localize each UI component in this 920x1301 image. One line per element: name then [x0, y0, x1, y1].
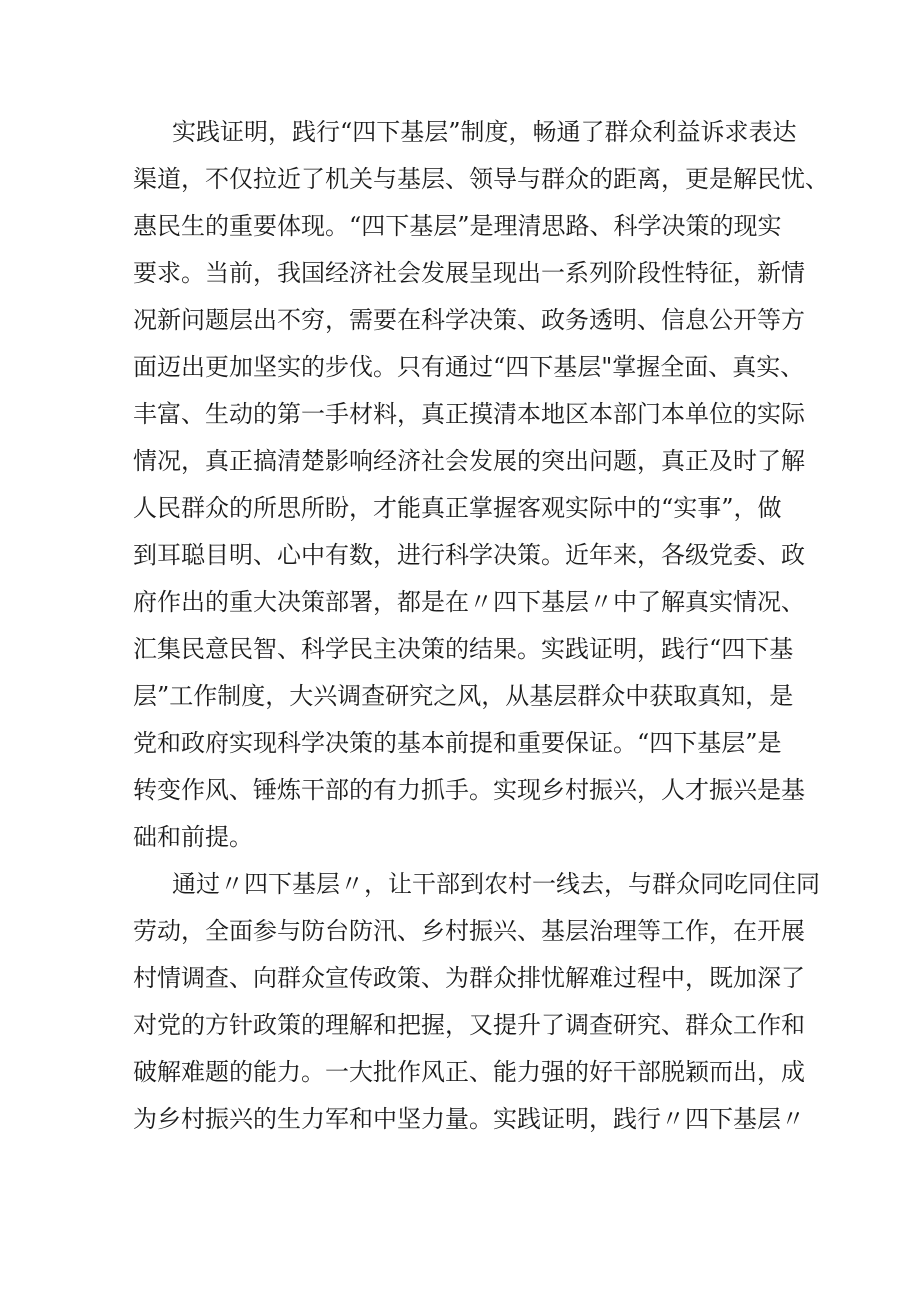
text-line: 劳动，全面参与防台防汛、乡村振兴、基层治理等工作，在开展: [133, 917, 805, 945]
text-line: 惠民生的重要体现。“四下基层”是理清思路、科学决策的现实: [133, 212, 782, 240]
text-line: 情况，真正搞清楚影响经济社会发展的突出问题，真正及时了解: [133, 447, 805, 475]
text-line: 转变作风、锤炼干部的有力抓手。实现乡村振兴，人才振兴是基: [133, 776, 805, 804]
text-line: 到耳聪目明、心中有数，进行科学决策。近年来，各级党委、政: [133, 541, 805, 569]
text-line: 实践证明，践行“四下基层”制度，畅通了群众利益诉求表达: [172, 118, 797, 146]
text-line: 丰富、生动的第一手材料，真正摸清本地区本部门本单位的实际: [133, 400, 805, 428]
text-line: 村情调查、向群众宣传政策、为群众排忧解难过程中，既加深了: [133, 964, 805, 992]
text-line: 要求。当前，我国经济社会发展呈现出一系列阶段性特征，新情: [133, 259, 805, 287]
text-line: 人民群众的所思所盼，才能真正掌握客观实际中的“实事”，做: [133, 494, 782, 522]
text-line: 府作出的重大决策部署，都是在〃四下基层〃中了解真实情况、: [133, 588, 805, 616]
text-line: 汇集民意民智、科学民主决策的结果。实践证明，践行“四下基: [133, 635, 794, 663]
text-line: 为乡村振兴的生力军和中坚力量。实践证明，践行〃四下基层〃: [133, 1105, 805, 1133]
text-line: 况新问题层出不穷，需要在科学决策、政务透明、信息公开等方: [133, 306, 805, 334]
text-line: 破解难题的能力。一大批作风正、能力强的好干部脱颖而出，成: [133, 1058, 805, 1086]
text-line: 党和政府实现科学决策的基本前提和重要保证。“四下基层”是: [133, 729, 782, 757]
text-line: 面迈出更加坚实的步伐。只有通过“四下基层"掌握全面、真实、: [133, 353, 805, 381]
text-line: 对党的方针政策的理解和把握，又提升了调查研究、群众工作和: [133, 1011, 805, 1039]
text-line: 础和前提。: [133, 823, 253, 851]
text-line: 渠道，不仅拉近了机关与基层、领导与群众的距离，更是解民忧、: [133, 165, 829, 193]
text-line: 层”工作制度，大兴调查研究之风，从基层群众中获取真知，是: [133, 682, 794, 710]
text-line: 通过〃四下基层〃，让干部到农村一线去，与群众同吃同住同: [172, 870, 820, 898]
